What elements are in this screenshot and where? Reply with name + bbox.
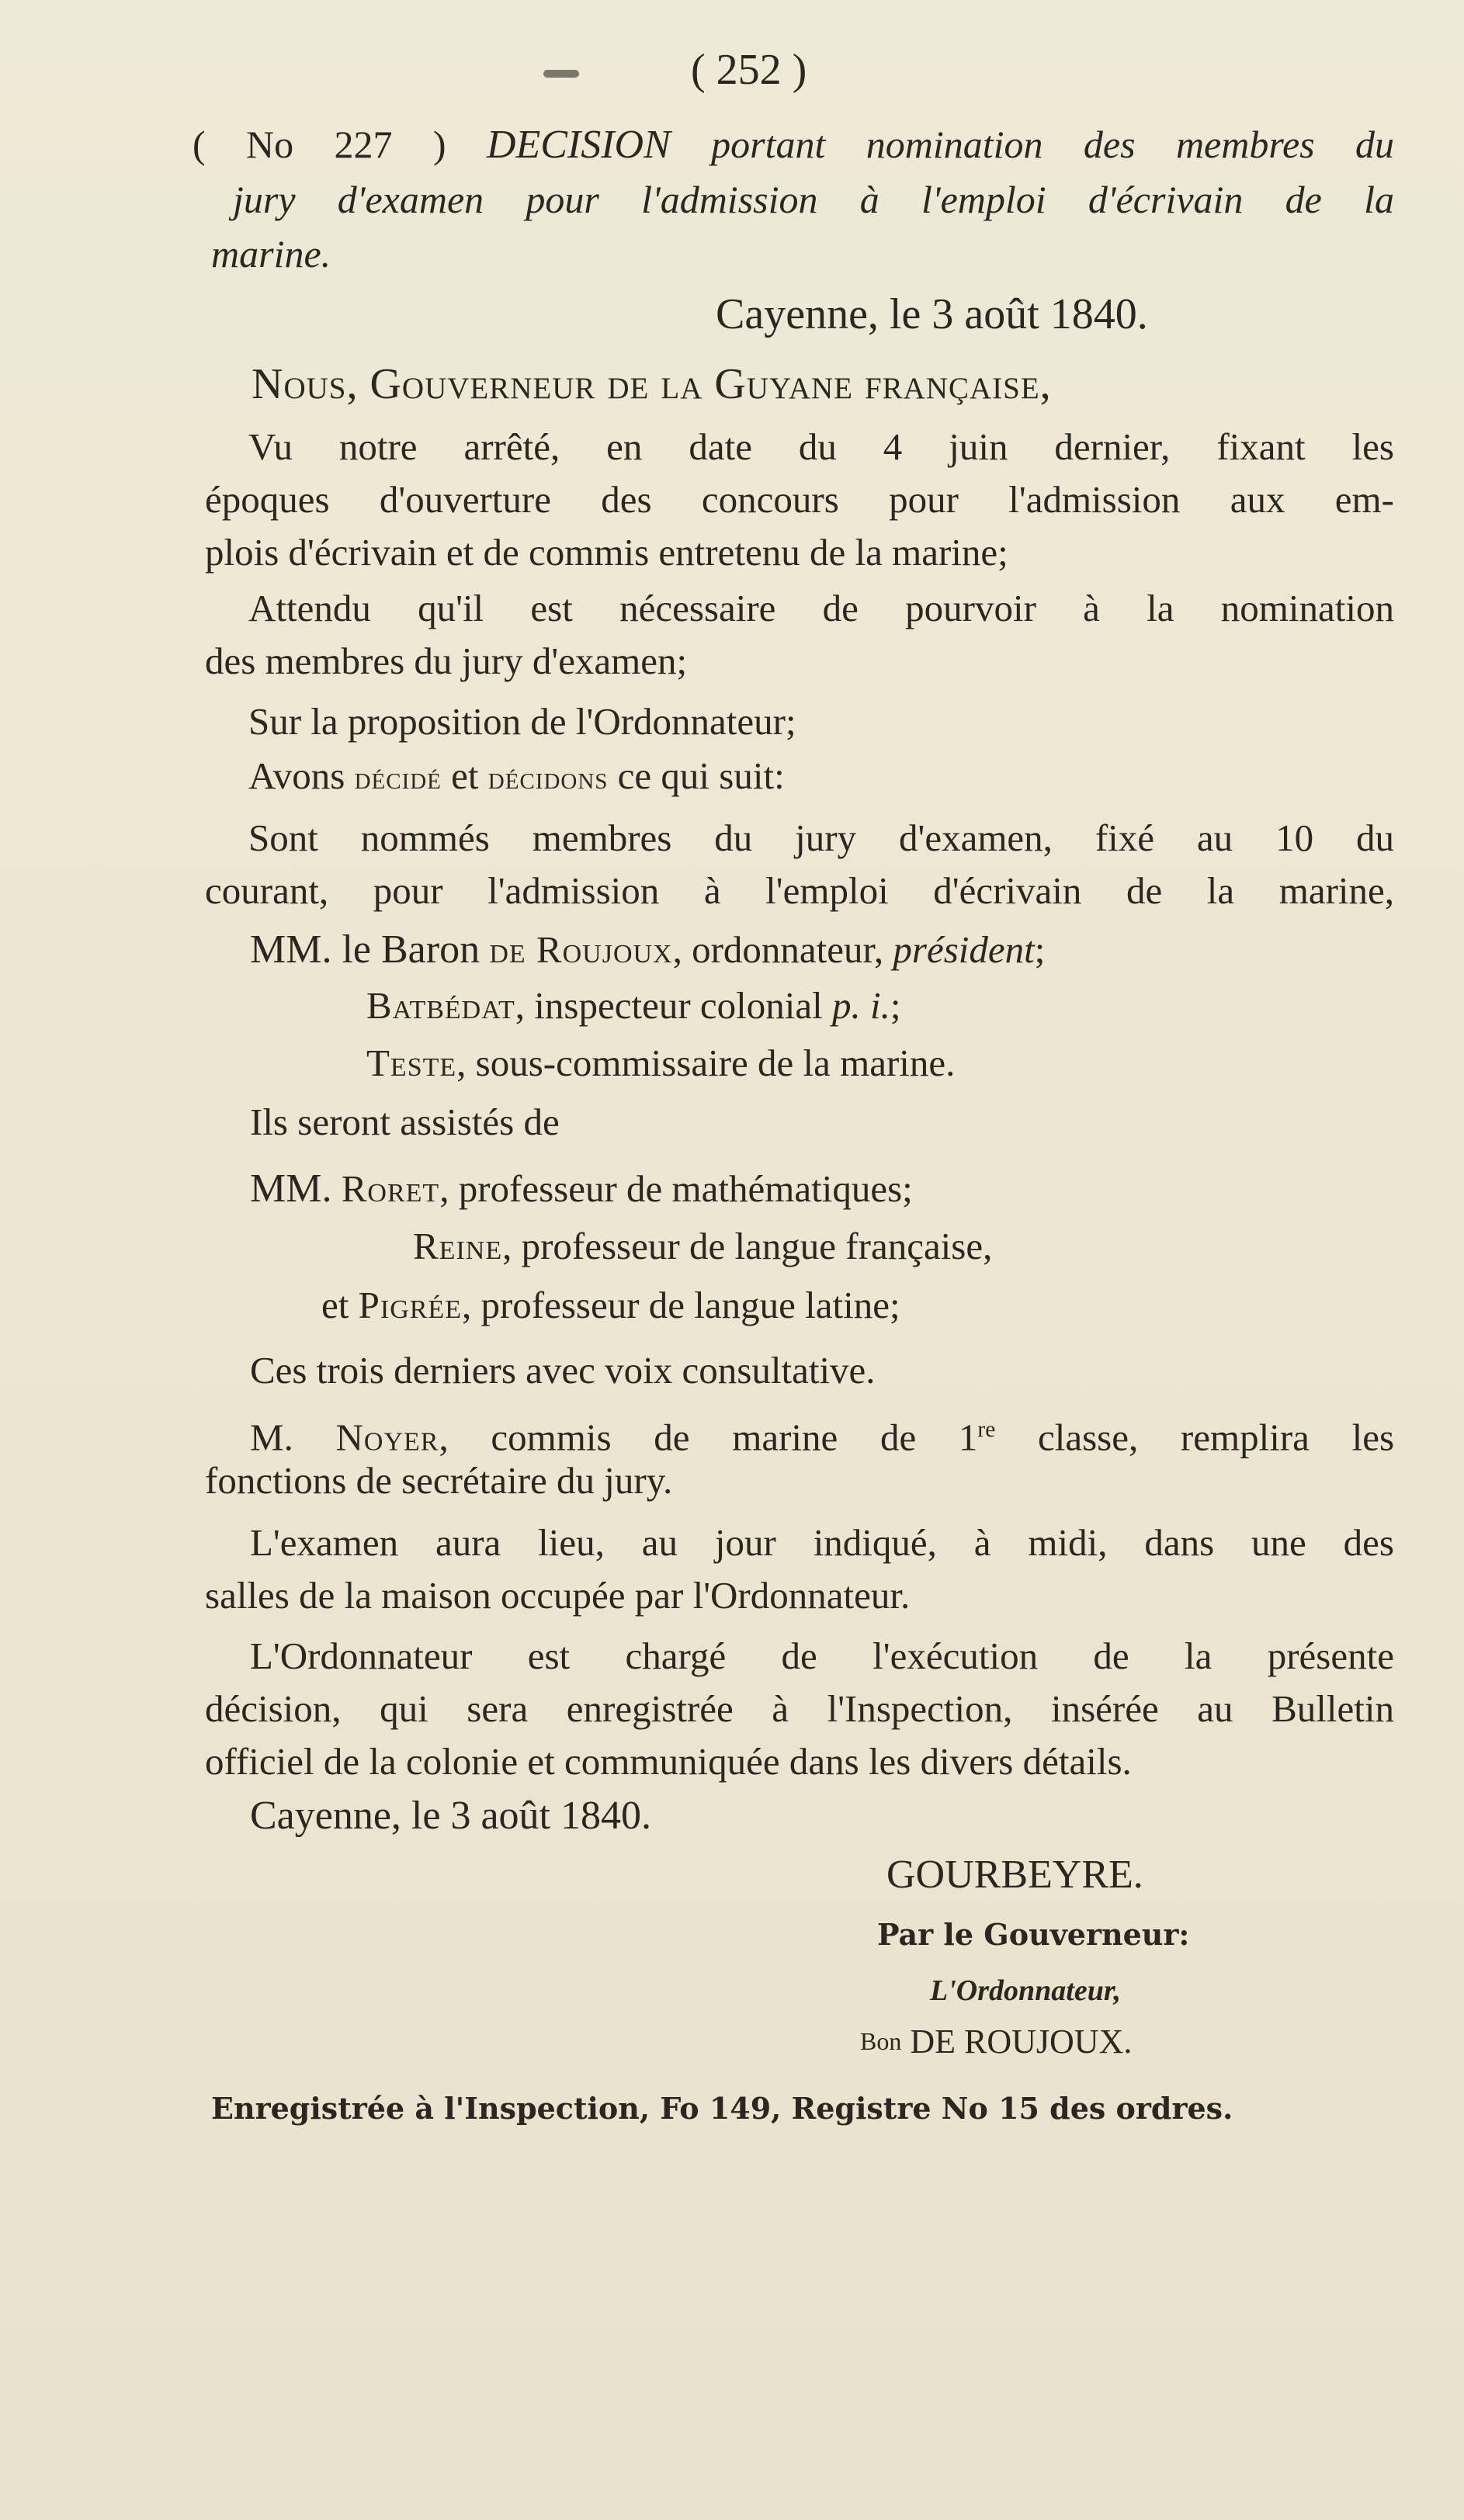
decision-number: ( No 227 ) <box>193 123 446 166</box>
body-ordo-1: L'Ordonnateur est chargé de l'exécution de la présente <box>250 1634 1394 1677</box>
preamble-attendu-2: des membres du jury d'examen; <box>205 640 688 682</box>
body-ordo-2: décision, qui sera enregistrée à l'Inspection, insérée au Bulletin <box>205 1687 1394 1730</box>
registration-footer: Enregistrée à l'Inspection, Fo 149, Registre No 15 des ordres. <box>211 2091 1233 2126</box>
decision-title-word: DECISION <box>486 123 671 167</box>
body-noyer-2: fonctions de secrétaire du jury. <box>205 1459 673 1502</box>
decision-title-line-2: jury d'examen pour l'admission à l'emploi d'écrivain de la <box>233 178 1394 221</box>
member-line-2: Batbédat, inspecteur colonial p. i.; <box>366 984 901 1027</box>
place-date-top: Cayenne, le 3 août 1840. <box>716 290 1148 338</box>
preamble-nous: Nous, Gouverneur de la Guyane française, <box>252 360 1052 408</box>
body-examen-1: L'examen aura lieu, au jour indiqué, à midi, dans une des <box>250 1521 1394 1564</box>
preamble-attendu-1: Attendu qu'il est nécessaire de pourvoir à la nomination <box>248 587 1394 629</box>
professor-line-2: Reine, professeur de langue française, <box>413 1225 993 1267</box>
body-ces: Ces trois derniers avec voix consultative. <box>250 1349 876 1392</box>
body-sont-1: Sont nommés membres du jury d'examen, fixé au 10 du <box>248 816 1394 859</box>
body-noyer-1: M. Noyer, commis de marine de 1re classe, remplira les <box>250 1416 1395 1459</box>
place-date-bottom: Cayenne, le 3 août 1840. <box>250 1794 651 1838</box>
signature-ordonnateur: L'Ordonnateur, <box>930 1974 1122 2007</box>
decision-title-rest: portant nomination des membres du <box>711 123 1394 166</box>
member-line-1: MM. le Baron de Roujoux, ordonnateur, président; <box>250 927 1046 972</box>
body-assistes: Ils seront assistés de <box>250 1101 560 1143</box>
preamble-vu-1: Vu notre arrêté, en date du 4 juin dernier, fixant les <box>248 425 1394 468</box>
body-examen-2: salles de la maison occupée par l'Ordonnateur. <box>205 1574 911 1617</box>
professor-line-3: et Pigrée, professeur de langue latine; <box>321 1284 900 1326</box>
preamble-vu-3: plois d'écrivain et de commis entretenu de la marine; <box>205 531 1008 574</box>
decision-title-line-1 <box>193 120 1394 169</box>
decision-title-line-3: marine. <box>211 232 331 276</box>
ornament-icon <box>543 70 579 78</box>
professor-line-1: MM. Roret, professeur de mathématiques; <box>250 1166 913 1211</box>
body-sont-2: courant, pour l'admission à l'emploi d'écrivain de la marine, <box>205 869 1394 912</box>
signature-governor: GOURBEYRE. <box>886 1853 1143 1897</box>
signature-par: Par le Gouverneur: <box>877 1917 1190 1952</box>
member-line-3: Teste, sous-commissaire de la marine. <box>366 1042 956 1084</box>
page-header <box>543 45 931 95</box>
signature-baron: Bon DE ROUJOUX. <box>860 2023 1133 2061</box>
preamble-sur: Sur la proposition de l'Ordonnateur; <box>248 700 796 743</box>
preamble-avons: Avons décidé et décidons ce qui suit: <box>248 754 785 797</box>
page-number: ( 252 ) <box>691 46 807 94</box>
body-ordo-3: officiel de la colonie et communiquée dans les divers détails. <box>205 1740 1132 1783</box>
preamble-vu-2: époques d'ouverture des concours pour l'admission aux em- <box>205 478 1394 521</box>
